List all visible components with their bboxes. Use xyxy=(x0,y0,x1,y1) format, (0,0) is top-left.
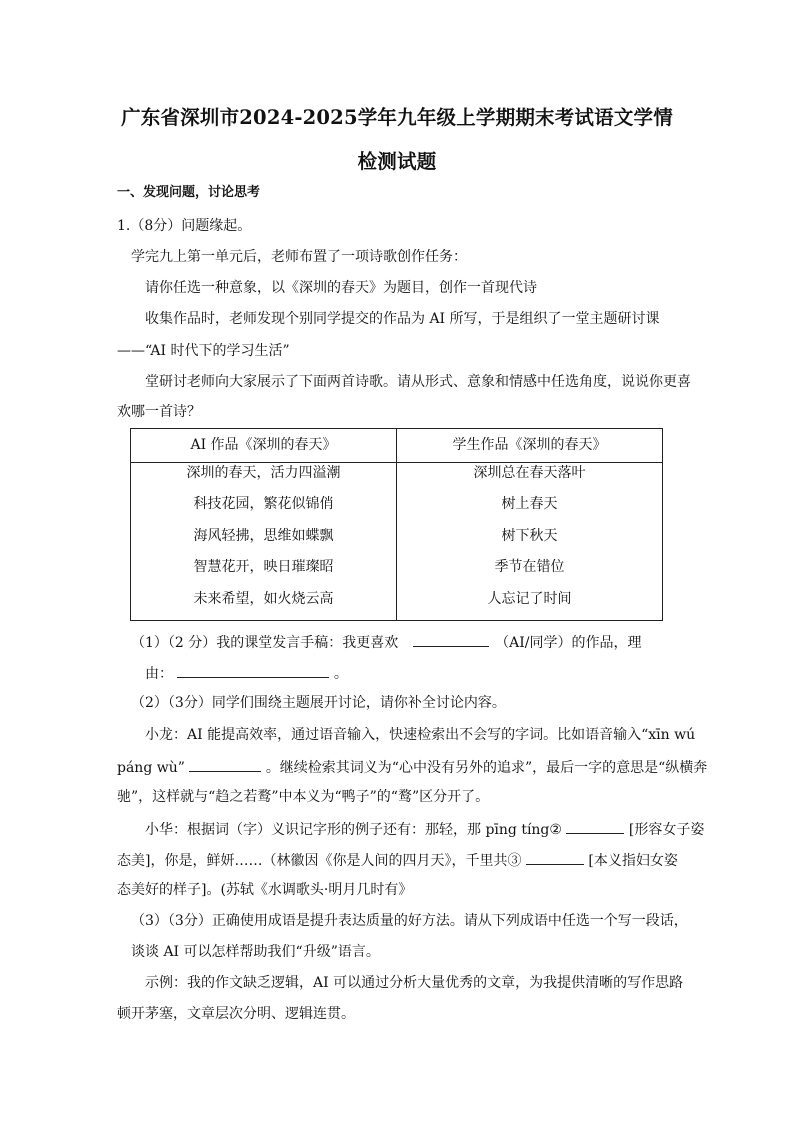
paragraph-collect-line1: 收集作品时，老师发现个别同学提交的作品为 AI 所写，于是组织了一堂主题研讨课 xyxy=(145,311,660,327)
subquestion-3-line2: 谈谈 AI 可以怎样帮助我们“升级”语言。 xyxy=(131,944,380,960)
paragraph-display-line1: 堂研讨老师向大家展示了下面两首诗歌。请从形式、意象和情感中任选角度，说说你更喜 xyxy=(145,374,691,390)
paragraph-collect-line2: ——“AI 时代下的学习生活” xyxy=(117,343,290,359)
subquestion-2-header: （2）（3分）同学们围绕主题展开讨论，请你补全讨论内容。 xyxy=(131,695,506,711)
subquestion-1-line2 xyxy=(145,662,348,684)
ai-poem-line: 智慧花开，映日璀璨昭 xyxy=(193,559,334,576)
ai-poem-line: 未来希望，如火烧云高 xyxy=(193,590,334,607)
subquestion-2-line5 xyxy=(117,849,678,871)
exam-title-line1: 广东省深圳市2024-2025学年九年级上学期期末考试语文学情 xyxy=(121,106,673,129)
answer-blank-2[interactable] xyxy=(566,818,624,834)
table-header-ai: AI 作品《深圳的春天》 xyxy=(131,429,397,463)
ai-poem-line: 深圳的春天，活力四溢潮 xyxy=(186,465,341,481)
answer-blank-choice[interactable] xyxy=(413,631,489,647)
subquestion-2-line5-text: 态美]，你是，鲜妍……（林徽因《你是人间的四月天》，千里共③ xyxy=(117,853,522,869)
subquestion-2-line2 xyxy=(117,756,707,778)
pinyin-tail: páng wù” xyxy=(117,760,185,776)
student-poem-cell xyxy=(397,463,663,621)
subquestion-2-line4 xyxy=(145,818,704,840)
subquestion-1-period: 。 xyxy=(333,666,348,682)
subquestion-2-line1: 小龙：AI 能提高效率，通过语音输入，快速检索出不会写的字词。比如语音输入“xīn wú xyxy=(145,727,696,743)
answer-blank-3[interactable] xyxy=(526,849,584,865)
paragraph-display-line2: 欢哪一首诗？ xyxy=(117,404,201,420)
subquestion-2-line4-note: [形容女子姿 xyxy=(628,822,705,838)
student-poem-line: 季节在错位 xyxy=(494,559,565,576)
exam-title-line2: 检测试题 xyxy=(357,150,437,173)
example-line2: 顿开茅塞，文章层次分明、逻辑连贯。 xyxy=(117,1006,355,1022)
section-heading: 一、发现问题，讨论思考 xyxy=(117,185,261,200)
student-poem-line: 深圳总在春天落叶 xyxy=(473,465,586,481)
subquestion-1-reason-label: 由： xyxy=(145,666,173,682)
table-header-student: 学生作品《深圳的春天》 xyxy=(397,429,663,463)
example-line1: 示例：我的作文缺乏逻辑，AI 可以通过分析大量优秀的文章，为我提供清晰的写作思路 xyxy=(145,975,684,991)
question-header: 1.（8分）问题缘起。 xyxy=(117,218,252,234)
answer-blank-idiom[interactable] xyxy=(189,756,261,772)
paragraph-task-prompt: 请你任选一种意象，以《深圳的春天》为题目，创作一首现代诗 xyxy=(145,280,537,296)
paragraph-task-intro: 学完九上第一单元后，老师布置了一项诗歌创作任务： xyxy=(131,249,467,265)
subquestion-2-line4-text: 小华：根据词（字）义识记字形的例子还有：那轻，那 pīng tíng② xyxy=(145,822,562,838)
answer-blank-reason[interactable] xyxy=(177,662,329,678)
ai-poem-line: 海风轻拂，思维如蝶飘 xyxy=(193,527,334,544)
subquestion-2-line5-note: [本义指妇女姿 xyxy=(588,853,678,869)
ai-poem-cell xyxy=(131,463,397,621)
subquestion-2-line3: 驰”，这样就与“趋之若鹜”中本义为“鸭子”的“鹜”区分开了。 xyxy=(117,789,490,805)
subquestion-1-choice-hint: （AI/同学）的作品，理 xyxy=(495,635,642,651)
subquestion-2-line2-rest: 。继续检索其词义为“心中没有另外的追求”，最后一字的意思是“纵横奔 xyxy=(265,760,708,776)
student-poem-line: 树上春天 xyxy=(501,496,558,513)
ai-poem-line: 科技花园，繁花似锦俏 xyxy=(193,496,334,513)
subquestion-1-prompt: （1）（2 分）我的课堂发言手稿：我更喜欢 xyxy=(131,635,399,651)
student-poem-line: 树下秋天 xyxy=(501,527,558,544)
subquestion-2-line6: 态美好的样子]。(苏轼《水调歌头·明月几时有》 xyxy=(117,882,413,898)
poem-comparison-table xyxy=(130,428,663,621)
subquestion-1-line1 xyxy=(131,631,642,653)
subquestion-3-line1: （3）（3分）正确使用成语是提升表达质量的好方法。请从下列成语中任选一个写一段话， xyxy=(131,913,688,929)
student-poem-line: 人忘记了时间 xyxy=(487,590,572,607)
